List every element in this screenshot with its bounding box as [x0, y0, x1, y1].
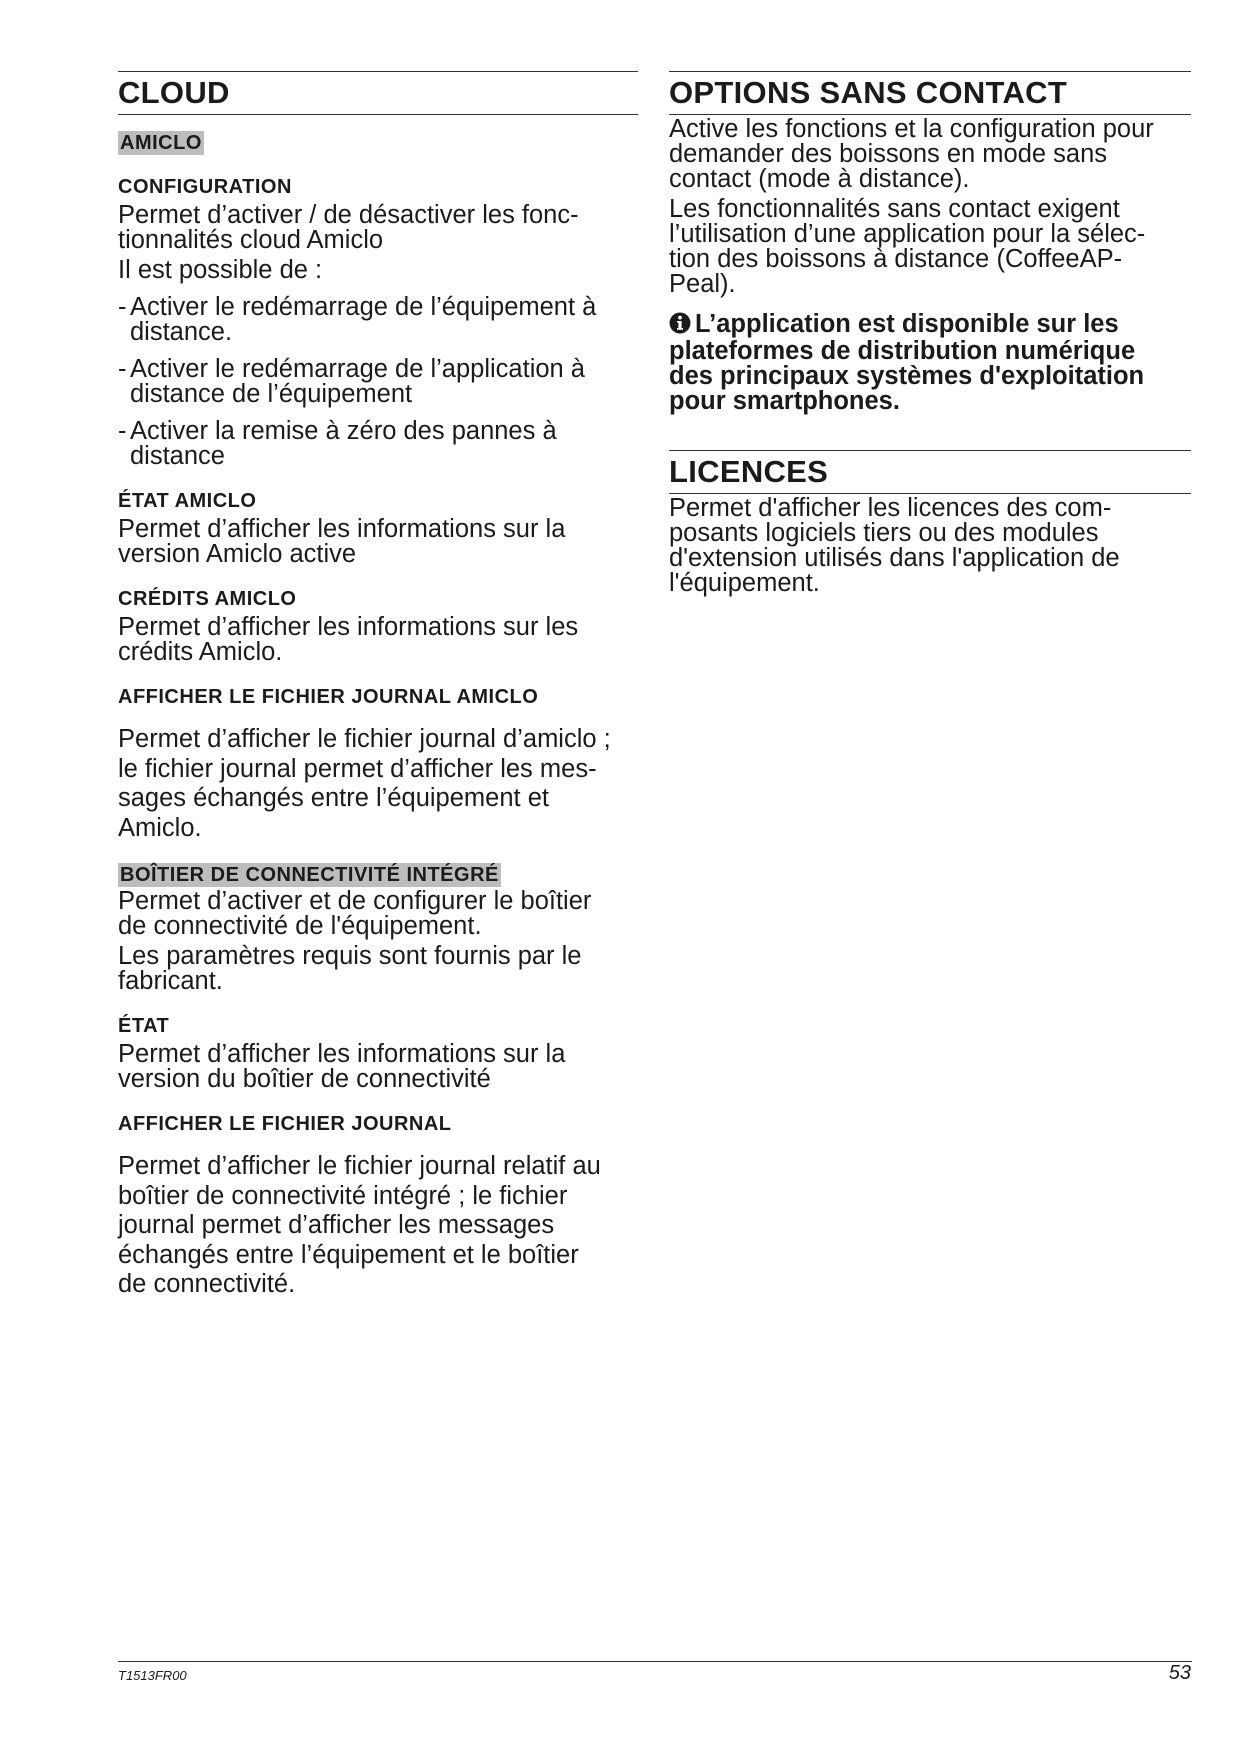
text-line: Permet d’afficher les informations sur la: [118, 1040, 566, 1068]
subsection-amiclo: AMICLO: [120, 132, 202, 154]
heading-etat: ÉTAT: [118, 1015, 170, 1037]
section-title-options: OPTIONS SANS CONTACT: [669, 71, 1191, 115]
etat-text: [118, 1042, 638, 1092]
text-line: version du boîtier de connectivité: [118, 1065, 491, 1093]
configuration-intro: [118, 203, 638, 253]
text-line: Amiclo.: [118, 813, 202, 842]
list-item-text: [130, 419, 638, 469]
heading-journal-amiclo: AFFICHER LE FICHIER JOURNAL AMICLO: [118, 686, 539, 708]
text-line: Les paramètres requis sont fournis par le: [118, 942, 582, 970]
note-line: plateformes de distribution numérique: [669, 337, 1136, 365]
text-line: crédits Amiclo.: [118, 638, 283, 666]
list-item: [118, 295, 638, 345]
text-line: l'équipement.: [669, 569, 820, 597]
section-title-cloud: CLOUD: [118, 71, 638, 115]
list-dash: -: [118, 293, 127, 321]
journal-text: [118, 1152, 638, 1300]
text-line: boîtier de connectivité intégré ; le fichier: [118, 1181, 568, 1210]
heading-credits-amiclo: CRÉDITS AMICLO: [118, 588, 297, 610]
text-line: Permet d’afficher les informations sur les: [118, 613, 579, 641]
subsection-boitier: BOÎTIER DE CONNECTIVITÉ INTÉGRÉ: [120, 864, 499, 886]
etat-block: [118, 1014, 638, 1092]
list-dash: -: [118, 355, 127, 383]
list-item-text: [130, 295, 638, 345]
credits-block: [118, 587, 638, 665]
licences-text: [669, 496, 1191, 596]
list-item: [118, 357, 638, 407]
configuration-possible: Il est possible de :: [118, 256, 323, 284]
list-item-line-1: Activer la remise à zéro des pannes à: [130, 417, 557, 445]
configuration-intro-line-2: tionnalités cloud Amiclo: [118, 226, 384, 254]
note-line: des principaux systèmes d'exploitation: [669, 362, 1145, 390]
options-paragraph-2: [669, 197, 1191, 297]
note-line: L’application est disponible sur les: [695, 310, 1119, 338]
document-code: T1513FR00: [118, 1668, 187, 1683]
text-line: Permet d’afficher le fichier journal d’amiclo ;: [118, 725, 611, 753]
left-column: [118, 71, 638, 1300]
journal-amiclo-block: [118, 685, 638, 843]
text-line: contact (mode à distance).: [669, 165, 970, 193]
text-line: de connectivité de l'équipement.: [118, 912, 482, 940]
configuration-block: [118, 175, 638, 469]
text-line: journal permet d’afficher les messages: [118, 1211, 555, 1239]
list-item-line-2: distance: [130, 442, 225, 470]
options-note: [669, 312, 1191, 414]
boitier-text-1: [118, 889, 638, 939]
configuration-intro-line-1: Permet d’activer / de désactiver les fonc-: [118, 201, 579, 229]
text-line: sages échangés entre l’équipement et: [118, 784, 549, 812]
text-line: demander des boissons en mode sans: [669, 140, 1108, 168]
text-line: tion des boissons à distance (CoffeeAP-: [669, 245, 1123, 273]
text-line: Les fonctionnalités sans contact exigent: [669, 195, 1120, 223]
list-item-line-1: Activer le redémarrage de l’équipement à: [130, 293, 597, 321]
note-line: pour smartphones.: [669, 387, 900, 415]
text-line: Permet d’activer et de configurer le boîtier: [118, 887, 592, 915]
list-item: [118, 419, 638, 469]
etat-amiclo-block: [118, 489, 638, 567]
journal-block: [118, 1112, 638, 1300]
heading-journal: AFFICHER LE FICHIER JOURNAL: [118, 1113, 452, 1135]
text-line: Peal).: [669, 270, 736, 298]
text-line: d'extension utilisés dans l'application de: [669, 544, 1120, 572]
list-item-line-2: distance de l’équipement: [130, 380, 413, 408]
info-icon: [669, 312, 691, 339]
boitier-block: [118, 863, 638, 994]
text-line: l’utilisation d’une application pour la sélec-: [669, 220, 1146, 248]
right-column: [669, 71, 1191, 596]
text-line: posants logiciels tiers ou des modules: [669, 519, 1099, 547]
options-paragraph-1: [669, 117, 1191, 192]
etat-amiclo-text: [118, 517, 638, 567]
text-line: fabricant.: [118, 967, 223, 995]
text-line: version Amiclo active: [118, 540, 357, 568]
text-line: de connectivité.: [118, 1270, 296, 1298]
heading-etat-amiclo: ÉTAT AMICLO: [118, 490, 257, 512]
text-line: échangés entre l’équipement et le boîtier: [118, 1240, 579, 1269]
list-item-line-1: Activer le redémarrage de l’application à: [130, 355, 585, 383]
text-line: Active les fonctions et la configuration pour: [669, 115, 1154, 143]
credits-text: [118, 615, 638, 665]
text-line: Permet d’afficher le fichier journal relatif au: [118, 1152, 601, 1180]
text-line: Permet d'afficher les licences des com-: [669, 494, 1112, 522]
list-dash: -: [118, 417, 127, 445]
text-line: le fichier journal permet d’afficher les mes-: [118, 754, 597, 783]
page-number: 53: [1168, 1662, 1191, 1684]
heading-configuration: CONFIGURATION: [118, 176, 292, 198]
journal-amiclo-text: [118, 725, 638, 843]
list-item-line-2: distance.: [130, 318, 233, 346]
section-title-licences: LICENCES: [669, 450, 1191, 494]
footer-divider: [118, 1661, 1192, 1662]
boitier-text-2: [118, 944, 638, 994]
amiclo-block: [118, 131, 638, 155]
text-line: Permet d’afficher les informations sur la: [118, 515, 566, 543]
list-item-text: [130, 357, 638, 407]
